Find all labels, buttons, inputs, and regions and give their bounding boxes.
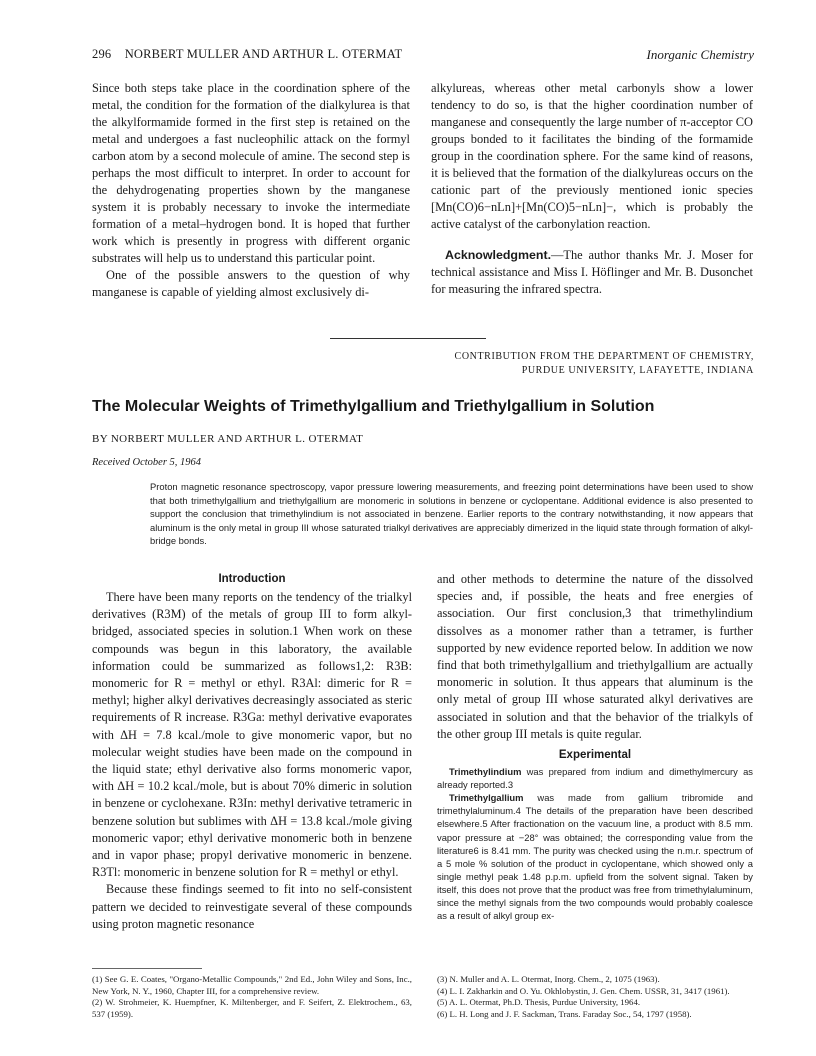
- paragraph: alkylureas, whereas other metal carbonyls show a lower tendency to do so, is that the higher coordination number of manganese and consequently the large number of π-acceptor CO groups bonded to it facilitates the binding of the formamide group in the coordination sphere. For the same kind of reasons, it is believed that the formation of the dialkylureas occurs on the cationic part of the previously mentioned ionic species [Mn(CO)6−nLn]+[Mn(CO)5−nLn]−, which is probably the active catalyst of the carbonylation reaction.: [431, 81, 753, 231]
- abstract: Proton magnetic resonance spectroscopy, vapor pressure lowering measurements, and freezing point determinations have been used to show that both trimethylgallium and triethylgallium are monomeric in solutions in benzene or cyclopentane. Additional evidence is also presented to support the conclusion that trimethylindium is not associated in benzene. Earlier reports to the contrary notwithstanding, it now appears that aluminum is the only metal in group III whose saturated trialkyl derivatives are appreciably dimerized in the liquid state through formation of alkyl-bridge bonds.: [150, 481, 753, 547]
- compound-name: Trimethylgallium: [449, 792, 524, 804]
- footnote: (2) W. Strohmeier, K. Huempfner, K. Miltenberger, and F. Seifert, Z. Elektrochem., 63, 537 (1959).: [92, 997, 412, 1019]
- previous-article-left-column: [92, 80, 410, 301]
- paragraph: Since both steps take place in the coordination sphere of the metal, the condition for the formation of the dialkylurea is that the alkylformamide formed in the first step is retained on the metal and undergoes a fast nucleophilic attack on the formyl carbon atom by a second molecule of amine. The second step is perhaps the most difficult to interpret. In order to account for the dehydrogenating properties shown by the manganese system it is probably necessary to invoke the intermediate formation of a metal–hydrogen bond. It is hoped that further work which is presently in progress with different organic substrates will help us to understand this particular point.: [92, 81, 410, 265]
- contribution-affiliation: [455, 350, 754, 378]
- right-column: [437, 571, 753, 922]
- footnote: (3) N. Muller and A. L. Otermat, Inorg. Chem., 2, 1075 (1963).: [437, 974, 660, 984]
- header-authors: NORBERT MULLER AND ARTHUR L. OTERMAT: [124, 47, 403, 61]
- article-title: The Molecular Weights of Trimethylgallium and Triethylgallium in Solution: [92, 398, 655, 415]
- introduction-body: [92, 589, 412, 933]
- introduction-heading: Introduction: [218, 573, 286, 585]
- paragraph: [437, 765, 753, 791]
- footnotes-right: [437, 968, 753, 1020]
- contribution-line: CONTRIBUTION FROM THE DEPARTMENT OF CHEMISTRY,: [454, 351, 754, 362]
- acknowledgment-text: —The author thanks Mr. J. Moser for technical assistance and Miss I. Höflinger and Mr. B. Dusonchet for measuring the infrared spectra.: [431, 248, 753, 296]
- paragraph: [437, 791, 753, 922]
- received-date: Received October 5, 1964: [92, 457, 202, 468]
- article-byline: BY NORBERT MULLER AND ARTHUR L. OTERMAT: [92, 433, 364, 445]
- acknowledgment: [431, 247, 753, 298]
- footnote-rule: [92, 968, 202, 969]
- contribution-line: PURDUE UNIVERSITY, LAFAYETTE, INDIANA: [521, 365, 754, 376]
- introduction-column: [92, 573, 412, 933]
- footnote: (6) L. H. Long and J. F. Sackman, Trans. Faraday Soc., 54, 1797 (1958).: [437, 1008, 692, 1019]
- paragraph: There have been many reports on the tendency of the trialkyl derivatives (R3M) of the metals of group III to form alkyl-bridged, associated species in solution.1 When work on these compounds was begun in this laboratory, the available information could be summarized as follows1,2: R3B: monomeric for R = methyl or ethyl. R3Al: dimeric for R = methyl; higher alkyl derivatives decreasingly associated as steric requirements of R increase. R3Ga: methyl derivative evaporates with ΔH = 7.8 kcal./mole to give monomeric vapor, but no molecular weight studies have been made on the compound in the liquid state; ethyl derivative also forms monomeric vapor, with ΔH = 10.2 kcal./mole, but is about 70% dimeric in solution in benzene or cyclohexane. R3In: methyl derivative tetrameric in benzene solution but sublimes with ΔH = 13.8 kcal./mole giving monomeric vapor; ethyl derivative monomeric both in benzene and in vapor phase; propyl derivative monomeric in benzene. R3Tl: monomeric in benzene solution for R = methyl or ethyl.: [92, 590, 412, 880]
- journal-name: Inorganic Chemistry: [646, 47, 754, 62]
- paragraph: One of the possible answers to the question of why manganese is capable of yielding almost exclusively di-: [92, 268, 410, 299]
- footnote: (4) L. I. Zakharkin and O. Yu. Okhlobystin, J. Gen. Chem. USSR, 31, 3417 (1961).: [437, 985, 730, 996]
- footnote: (5) A. L. Otermat, Ph.D. Thesis, Purdue University, 1964.: [437, 997, 641, 1007]
- compound-name: Trimethylindium: [449, 766, 522, 778]
- page-number: 296: [92, 47, 112, 61]
- introduction-continued: and other methods to determine the nature of the dissolved species and, if possible, the heats and free energies of association. Our first conclusion,3 that trimethylindium dissolves as a monomer rather than a tetramer, is further supported by new evidence reported below. In addition we now find that both trimethylgallium and triethylgallium are actually monomeric in solution. It thus appears that aluminum is the only metal of group III whose saturated alkyl derivatives are associated in solution and that the behavior of the trialkyls of the other group III metals is quite regular.: [437, 572, 753, 741]
- acknowledgment-heading: Acknowledgment.: [445, 248, 552, 262]
- experimental-heading: Experimental: [558, 749, 632, 762]
- running-header: [92, 47, 402, 62]
- footnote: (1) See G. E. Coates, "Organo-Metallic Compounds," 2nd Ed., John Wiley and Sons, Inc., New York, N. Y., 1960, Chapter III, for a comprehensive review.: [92, 974, 412, 996]
- footnotes-left: [92, 968, 412, 1020]
- paragraph: Because these findings seemed to fit into no self-consistent pattern we decided to reinvestigate several of these compounds using proton magnetic resonance: [92, 882, 412, 931]
- previous-article-right-column: [431, 80, 753, 298]
- paragraph-text: was made from gallium tribromide and trimethylaluminum.4 The details of the preparation have been described elsewhere.5 After fractionation on the vacuum line, a product with 8.5 mm. vapor pressure at −28° was obtained; the corresponding value from the literature6 is 8.41 mm. The purity was checked using the n.m.r. spectrum of a 5 mole % solution of the product in cyclopentane, which showed only a single methyl peak 1.48 p.p.m. upfield from the solvent signal. Taken by itself, this does not prove that the product was free from trimethylaluminum, since the methyl signals from the two compounds would probably coalesce as a result of alkyl group ex-: [437, 792, 753, 922]
- article-divider: [330, 338, 486, 339]
- experimental-body: [437, 765, 753, 922]
- paragraph-text: was prepared from indium and dimethylmercury as already reported.3: [437, 766, 753, 791]
